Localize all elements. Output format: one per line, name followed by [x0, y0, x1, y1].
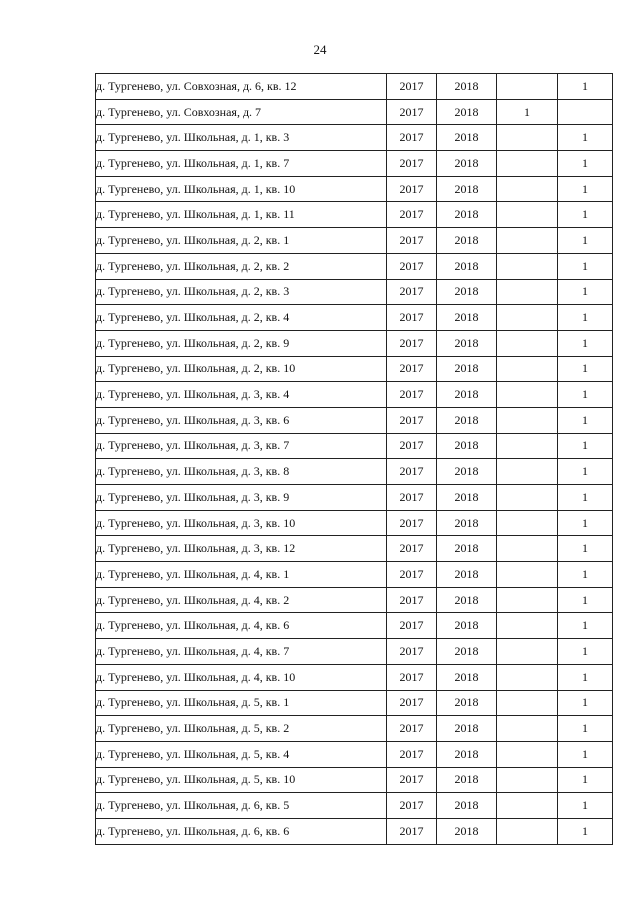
year-end-cell: 2018 — [437, 690, 497, 716]
col-b-cell: 1 — [558, 510, 613, 536]
col-b-cell: 1 — [558, 562, 613, 588]
table-row — [96, 330, 613, 356]
year-end-cell: 2018 — [437, 382, 497, 408]
table-row — [96, 125, 613, 151]
year-end-cell: 2018 — [437, 613, 497, 639]
address-cell: д. Тургенево, ул. Школьная, д. 4, кв. 7 — [96, 639, 387, 665]
year-start-cell: 2017 — [387, 330, 437, 356]
table-row — [96, 151, 613, 177]
address-cell: д. Тургенево, ул. Школьная, д. 4, кв. 1 — [96, 562, 387, 588]
table-row — [96, 818, 613, 844]
table-row — [96, 664, 613, 690]
table-row — [96, 485, 613, 511]
address-cell: д. Тургенево, ул. Школьная, д. 3, кв. 8 — [96, 459, 387, 485]
year-end-cell: 2018 — [437, 510, 497, 536]
col-b-cell: 1 — [558, 613, 613, 639]
address-cell: д. Тургенево, ул. Школьная, д. 1, кв. 7 — [96, 151, 387, 177]
year-end-cell: 2018 — [437, 176, 497, 202]
col-b-cell: 1 — [558, 459, 613, 485]
col-a-cell — [497, 125, 558, 151]
year-start-cell: 2017 — [387, 716, 437, 742]
col-a-cell — [497, 639, 558, 665]
col-a-cell — [497, 485, 558, 511]
col-a-cell — [497, 536, 558, 562]
col-a-cell — [497, 279, 558, 305]
col-b-cell: 1 — [558, 202, 613, 228]
col-a-cell — [497, 433, 558, 459]
year-end-cell: 2018 — [437, 202, 497, 228]
year-end-cell: 2018 — [437, 407, 497, 433]
col-a-cell — [497, 253, 558, 279]
year-start-cell: 2017 — [387, 74, 437, 100]
year-end-cell: 2018 — [437, 459, 497, 485]
address-cell: д. Тургенево, ул. Школьная, д. 3, кв. 7 — [96, 433, 387, 459]
year-start-cell: 2017 — [387, 407, 437, 433]
year-end-cell: 2018 — [437, 228, 497, 254]
col-b-cell: 1 — [558, 818, 613, 844]
table-row — [96, 176, 613, 202]
year-end-cell: 2018 — [437, 767, 497, 793]
col-a-cell — [497, 228, 558, 254]
address-cell: д. Тургенево, ул. Школьная, д. 3, кв. 10 — [96, 510, 387, 536]
table-row — [96, 382, 613, 408]
table-row — [96, 613, 613, 639]
address-cell: д. Тургенево, ул. Совхозная, д. 6, кв. 12 — [96, 74, 387, 100]
year-end-cell: 2018 — [437, 793, 497, 819]
col-b-cell: 1 — [558, 330, 613, 356]
col-a-cell — [497, 664, 558, 690]
col-b-cell: 1 — [558, 228, 613, 254]
address-cell: д. Тургенево, ул. Школьная, д. 1, кв. 10 — [96, 176, 387, 202]
col-b-cell: 1 — [558, 74, 613, 100]
year-end-cell: 2018 — [437, 639, 497, 665]
col-a-cell — [497, 741, 558, 767]
page-number: 24 — [313, 42, 327, 57]
table-row — [96, 536, 613, 562]
col-b-cell: 1 — [558, 356, 613, 382]
year-start-cell: 2017 — [387, 587, 437, 613]
table-row — [96, 767, 613, 793]
col-a-cell — [497, 151, 558, 177]
table-row — [96, 407, 613, 433]
col-b-cell: 1 — [558, 176, 613, 202]
year-start-cell: 2017 — [387, 151, 437, 177]
year-start-cell: 2017 — [387, 767, 437, 793]
col-b-cell — [558, 99, 613, 125]
table-row — [96, 793, 613, 819]
col-b-cell: 1 — [558, 305, 613, 331]
year-start-cell: 2017 — [387, 793, 437, 819]
col-a-cell — [497, 716, 558, 742]
table-row — [96, 305, 613, 331]
address-cell: д. Тургенево, ул. Школьная, д. 2, кв. 10 — [96, 356, 387, 382]
year-end-cell: 2018 — [437, 536, 497, 562]
year-end-cell: 2018 — [437, 99, 497, 125]
year-start-cell: 2017 — [387, 485, 437, 511]
year-end-cell: 2018 — [437, 74, 497, 100]
table-row — [96, 690, 613, 716]
table-row — [96, 99, 613, 125]
col-b-cell: 1 — [558, 407, 613, 433]
registry-table — [95, 73, 613, 845]
col-a-cell — [497, 690, 558, 716]
year-start-cell: 2017 — [387, 433, 437, 459]
address-cell: д. Тургенево, ул. Школьная, д. 4, кв. 2 — [96, 587, 387, 613]
table-row — [96, 510, 613, 536]
year-end-cell: 2018 — [437, 818, 497, 844]
table-row — [96, 639, 613, 665]
table-row — [96, 433, 613, 459]
table-row — [96, 253, 613, 279]
col-a-cell — [497, 176, 558, 202]
address-cell: д. Тургенево, ул. Школьная, д. 3, кв. 9 — [96, 485, 387, 511]
col-b-cell: 1 — [558, 741, 613, 767]
col-b-cell: 1 — [558, 664, 613, 690]
year-end-cell: 2018 — [437, 125, 497, 151]
table-row — [96, 716, 613, 742]
address-cell: д. Тургенево, ул. Школьная, д. 4, кв. 6 — [96, 613, 387, 639]
address-cell: д. Тургенево, ул. Школьная, д. 1, кв. 3 — [96, 125, 387, 151]
col-a-cell — [497, 510, 558, 536]
col-b-cell: 1 — [558, 793, 613, 819]
table-row — [96, 459, 613, 485]
col-b-cell: 1 — [558, 690, 613, 716]
address-cell: д. Тургенево, ул. Школьная, д. 6, кв. 6 — [96, 818, 387, 844]
col-b-cell: 1 — [558, 767, 613, 793]
address-cell: д. Тургенево, ул. Школьная, д. 3, кв. 6 — [96, 407, 387, 433]
year-start-cell: 2017 — [387, 125, 437, 151]
col-b-cell: 1 — [558, 639, 613, 665]
col-a-cell — [497, 767, 558, 793]
year-start-cell: 2017 — [387, 382, 437, 408]
col-b-cell: 1 — [558, 587, 613, 613]
year-start-cell: 2017 — [387, 279, 437, 305]
col-a-cell — [497, 330, 558, 356]
year-end-cell: 2018 — [437, 151, 497, 177]
col-a-cell — [497, 382, 558, 408]
year-end-cell: 2018 — [437, 356, 497, 382]
year-end-cell: 2018 — [437, 664, 497, 690]
col-b-cell: 1 — [558, 382, 613, 408]
col-b-cell: 1 — [558, 253, 613, 279]
col-a-cell — [497, 562, 558, 588]
col-a-cell — [497, 356, 558, 382]
year-start-cell: 2017 — [387, 562, 437, 588]
year-start-cell: 2017 — [387, 99, 437, 125]
year-end-cell: 2018 — [437, 716, 497, 742]
col-a-cell — [497, 74, 558, 100]
col-a-cell — [497, 407, 558, 433]
address-cell: д. Тургенево, ул. Школьная, д. 6, кв. 5 — [96, 793, 387, 819]
col-a-cell: 1 — [497, 99, 558, 125]
address-cell: д. Тургенево, ул. Школьная, д. 5, кв. 10 — [96, 767, 387, 793]
year-start-cell: 2017 — [387, 459, 437, 485]
address-cell: д. Тургенево, ул. Школьная, д. 5, кв. 1 — [96, 690, 387, 716]
year-end-cell: 2018 — [437, 433, 497, 459]
table-row — [96, 279, 613, 305]
registry-table-body — [96, 74, 613, 845]
year-start-cell: 2017 — [387, 305, 437, 331]
year-end-cell: 2018 — [437, 485, 497, 511]
table-row — [96, 356, 613, 382]
year-start-cell: 2017 — [387, 356, 437, 382]
year-end-cell: 2018 — [437, 587, 497, 613]
address-cell: д. Тургенево, ул. Школьная, д. 5, кв. 4 — [96, 741, 387, 767]
year-start-cell: 2017 — [387, 818, 437, 844]
year-end-cell: 2018 — [437, 279, 497, 305]
address-cell: д. Тургенево, ул. Школьная, д. 3, кв. 12 — [96, 536, 387, 562]
col-b-cell: 1 — [558, 485, 613, 511]
col-b-cell: 1 — [558, 716, 613, 742]
col-b-cell: 1 — [558, 151, 613, 177]
year-start-cell: 2017 — [387, 664, 437, 690]
year-start-cell: 2017 — [387, 253, 437, 279]
year-start-cell: 2017 — [387, 613, 437, 639]
address-cell: д. Тургенево, ул. Совхозная, д. 7 — [96, 99, 387, 125]
year-start-cell: 2017 — [387, 690, 437, 716]
address-cell: д. Тургенево, ул. Школьная, д. 2, кв. 2 — [96, 253, 387, 279]
address-cell: д. Тургенево, ул. Школьная, д. 2, кв. 9 — [96, 330, 387, 356]
table-row — [96, 741, 613, 767]
col-a-cell — [497, 459, 558, 485]
col-b-cell: 1 — [558, 125, 613, 151]
year-end-cell: 2018 — [437, 330, 497, 356]
address-cell: д. Тургенево, ул. Школьная, д. 3, кв. 4 — [96, 382, 387, 408]
year-end-cell: 2018 — [437, 741, 497, 767]
year-start-cell: 2017 — [387, 741, 437, 767]
table-row — [96, 228, 613, 254]
col-a-cell — [497, 793, 558, 819]
year-start-cell: 2017 — [387, 228, 437, 254]
col-a-cell — [497, 818, 558, 844]
year-end-cell: 2018 — [437, 253, 497, 279]
year-end-cell: 2018 — [437, 305, 497, 331]
col-b-cell: 1 — [558, 433, 613, 459]
address-cell: д. Тургенево, ул. Школьная, д. 2, кв. 3 — [96, 279, 387, 305]
col-a-cell — [497, 202, 558, 228]
col-a-cell — [497, 613, 558, 639]
year-start-cell: 2017 — [387, 536, 437, 562]
col-b-cell: 1 — [558, 536, 613, 562]
year-start-cell: 2017 — [387, 639, 437, 665]
col-a-cell — [497, 587, 558, 613]
table-row — [96, 587, 613, 613]
year-start-cell: 2017 — [387, 176, 437, 202]
col-a-cell — [497, 305, 558, 331]
year-start-cell: 2017 — [387, 202, 437, 228]
address-cell: д. Тургенево, ул. Школьная, д. 2, кв. 4 — [96, 305, 387, 331]
address-cell: д. Тургенево, ул. Школьная, д. 2, кв. 1 — [96, 228, 387, 254]
year-end-cell: 2018 — [437, 562, 497, 588]
year-start-cell: 2017 — [387, 510, 437, 536]
col-b-cell: 1 — [558, 279, 613, 305]
table-row — [96, 562, 613, 588]
table-row — [96, 74, 613, 100]
address-cell: д. Тургенево, ул. Школьная, д. 1, кв. 11 — [96, 202, 387, 228]
address-cell: д. Тургенево, ул. Школьная, д. 5, кв. 2 — [96, 716, 387, 742]
table-row — [96, 202, 613, 228]
address-cell: д. Тургенево, ул. Школьная, д. 4, кв. 10 — [96, 664, 387, 690]
